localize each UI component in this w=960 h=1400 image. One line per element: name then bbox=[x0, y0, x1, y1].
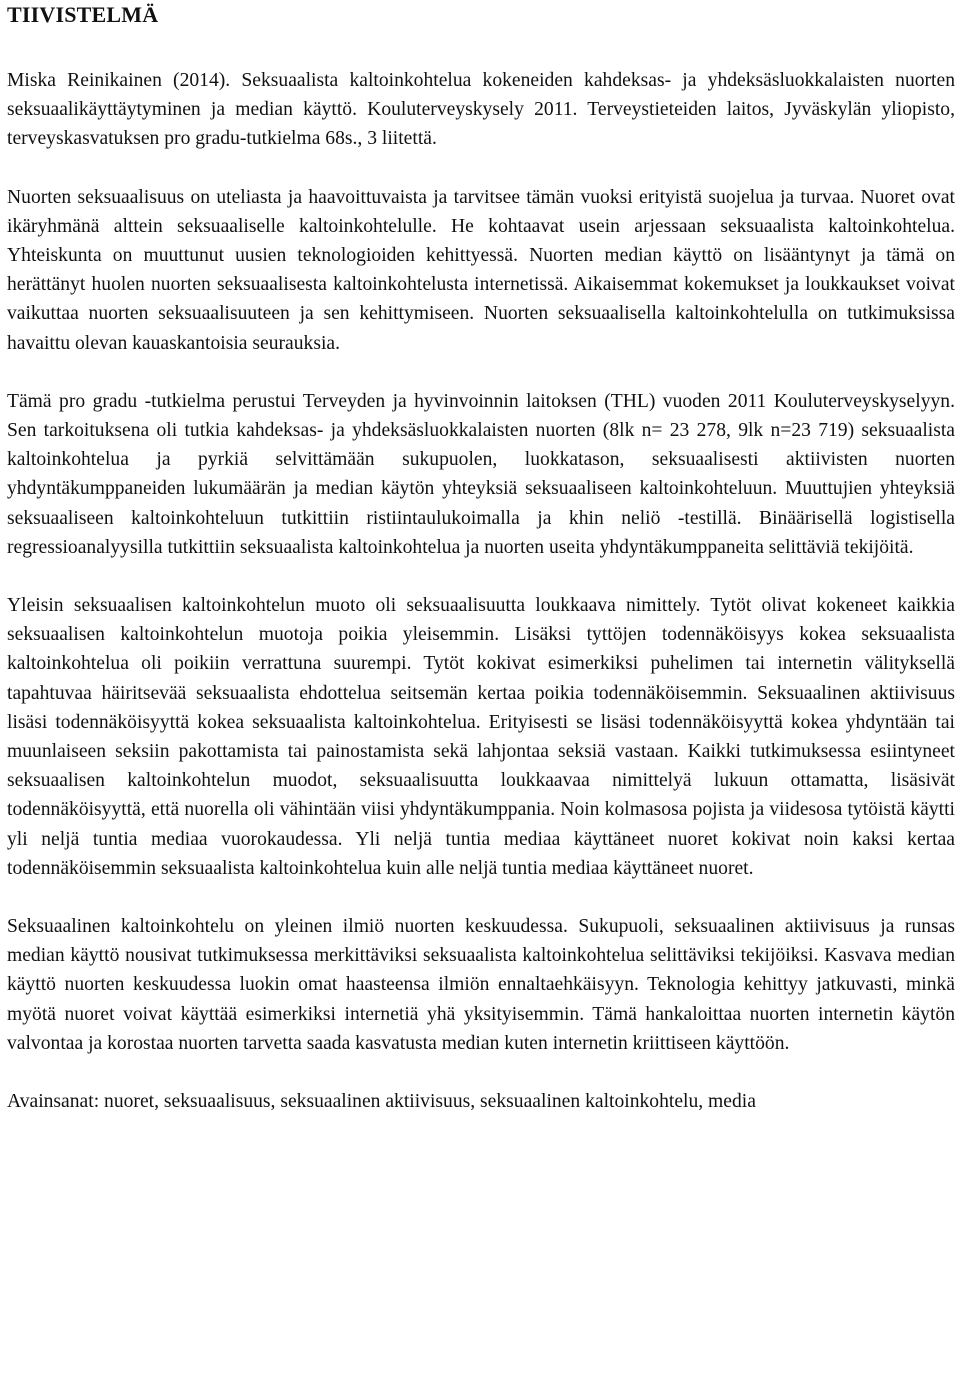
abstract-paragraph-results: Yleisin seksuaalisen kaltoinkohtelun muoto oli seksuaalisuutta loukkaava nimittely. Tytöt olivat kokeneet kaikkia seksuaalisen kaltoinkohtelun muotoja poikia yleisemmin. Lisäksi tyttöjen todennäköisyys kokea seksuaalista kaltoinkohtelua oli poikiin verrattuna suurempi. Tytöt kokivat esimerkiksi puhelimen tai internetin välityksellä tapahtuvaa häiritsevää seksuaalista ehdottelua seitsemän kertaa poikia todennäköisemmin. Seksuaalinen aktiivisuus lisäsi todennäköisyyttä kokea seksuaalista kaltoinkohtelua. Erityisesti se lisäsi todennäköisyyttä kokea yhdyntään tai muunlaiseen seksiin pakottamista tai painostamista sekä lahjontaa seksiä vastaan. Kaikki tutkimuksessa esiintyneet seksuaalisen kaltoinkohtelun muodot, seksuaalisuutta loukkaavaa nimittelyä lukuun ottamatta, lisäsivät todennäköisyyttä, että nuorella oli vähintään viisi yhdyntäkumppania. Noin kolmasosa pojista ja viidesosa tytöistä käytti yli neljä tuntia mediaa vuorokaudessa. Yli neljä tuntia mediaa käyttäneet nuoret kokivat noin kaksi kertaa todennäköisemmin seksuaalista kaltoinkohtelua kuin alle neljä tuntia mediaa käyttäneet nuoret. bbox=[7, 595, 955, 879]
abstract-paragraph-background: Nuorten seksuaalisuus on uteliasta ja haavoittuvaista ja tarvitsee tämän vuoksi erityistä suojelua ja turvaa. Nuoret ovat ikäryhmänä alttein seksuaaliselle kaltoinkohtelulle. He kohtaavat usein arjessaan seksuaalista kaltoinkohtelua. Yhteiskunta on muuttunut uusien teknologioiden kehittyessä. Nuorten median käyttö on lisääntynyt ja tämä on herättänyt huolen nuorten seksuaalisesta kaltoinkohtelusta internetissä. Aikaisemmat kokemukset ja loukkaukset voivat vaikuttaa nuorten seksuaalisuuteen ja sen kehittymiseen. Nuorten seksuaalisella kaltoinkohtelulla on tutkimuksissa havaittu olevan kauaskantoisia seurauksia. bbox=[7, 186, 955, 354]
document-page bbox=[7, 0, 955, 1116]
citation-paragraph: Miska Reinikainen (2014). Seksuaalista kaltoinkohtelua kokeneiden kahdeksas- ja yhdeksäsluokkalaisten nuorten seksuaalikäyttäytyminen ja median käyttö. Kouluterveyskysely 2011. Terveystieteiden laitos, Jyväskylän yliopisto, terveyskasvatuksen pro gradu-tutkielma 68s., 3 liitettä. bbox=[7, 70, 955, 150]
abstract-paragraph-conclusions: Seksuaalinen kaltoinkohtelu on yleinen ilmiö nuorten keskuudessa. Sukupuoli, seksuaalinen aktiivisuus ja runsas median käyttö nousivat tutkimuksessa merkittäviksi seksuaalista kaltoinkohtelua selittäviksi tekijöiksi. Kasvava median käyttö nuorten keskuudessa luokin omat haasteensa ilmiön ennaltaehkäisyyn. Teknologia kehittyy jatkuvasti, minkä myötä nuoret voivat käyttää esimerkiksi internetiä yhä yksityisemmin. Tämä hankaloittaa nuorten internetin käytön valvontaa ja korostaa nuorten tarvetta saada kasvatusta median kuten internetin kriittiseen käyttöön. bbox=[7, 916, 955, 1054]
abstract-paragraph-methods: Tämä pro gradu -tutkielma perustui Terveyden ja hyvinvoinnin laitoksen (THL) vuoden 2011 Kouluterveyskyselyyn. Sen tarkoituksena oli tutkia kahdeksas- ja yhdeksäsluokkalaisten nuorten (8lk n= 23 278, 9lk n=23 719) seksuaalista kaltoinkohtelua ja pyrkiä selvittämään sukupuolen, luokkatason, seksuaalisesti aktiivisten nuorten yhdyntäkumppaneiden lukumäärän ja median käytön yhteyksiä seksuaaliseen kaltoinkohteluun. Muuttujien yhteyksiä seksuaaliseen kaltoinkohteluun tutkittiin ristiintaulukoimalla ja khin neliö -testillä. Binäärisellä logistisella regressioanalyysilla tutkittiin seksuaalista kaltoinkohtelua ja nuorten useita yhdyntäkumppaneita selittäviä tekijöitä. bbox=[7, 390, 955, 558]
page-title: TIIVISTELMÄ bbox=[7, 2, 159, 27]
keywords-line: Avainsanat: nuoret, seksuaalisuus, seksuaalinen aktiivisuus, seksuaalinen kaltoinkohtelu, media bbox=[7, 1091, 756, 1113]
